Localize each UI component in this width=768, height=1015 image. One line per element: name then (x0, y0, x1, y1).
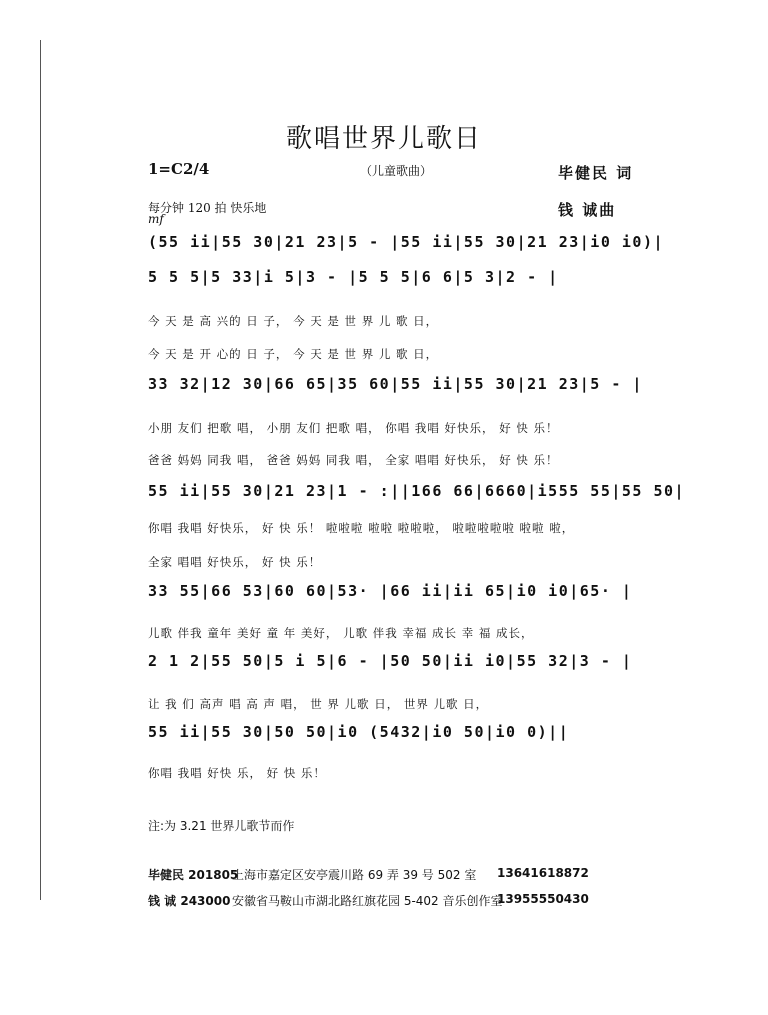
contact-address-2: 安徽省马鞍山市湖北路红旗花园 5-402 音乐创作室 (232, 894, 503, 908)
contact-phone-1: 13641618872 (497, 866, 589, 880)
margin-line (40, 40, 41, 900)
key-signature: 1=C2/4 (148, 160, 210, 178)
score-line-6-lyrics-1: 让 我 们 高声 唱 高 声 唱， 世 界 儿歌 日， 世界 儿歌 日， (148, 697, 489, 711)
score-line-3-lyrics-1: 小朋 友们 把歌 唱， 小朋 友们 把歌 唱， 你唱 我唱 好快乐， 好 快 乐！ (148, 421, 559, 435)
score-line-2-lyrics-1: 今 天 是 高 兴的 日 子， 今 天 是 世 界 儿 歌 日， (148, 314, 439, 328)
score-line-5-notes: 33 55|66 53|60 60|53· |66 ii|ii 65|i0 i0|65· | (148, 582, 633, 600)
score-line-2-lyrics-2: 今 天 是 开 心的 日 子， 今 天 是 世 界 儿 歌 日， (148, 347, 439, 361)
song-title: 歌唱世界儿歌日 (285, 124, 482, 154)
contact-address-1: 上海市嘉定区安亭震川路 69 弄 39 号 502 室 (232, 868, 477, 882)
tempo-marking: 每分钟 120 拍 快乐地 (148, 201, 267, 215)
score-line-7-notes: 55 ii|55 30|50 50|i0 (5432|i0 50|i0 0)|| (148, 723, 570, 741)
song-subtitle: （儿童歌曲） (360, 164, 433, 178)
score-line-4-notes: 55 ii|55 30|21 23|1 - :||166 66|6660|i555 55|55 50| (148, 482, 686, 500)
score-line-7-lyrics-1: 你唱 我唱 好快 乐， 好 快 乐！ (148, 766, 326, 780)
score-line-6-notes: 2 1 2|55 50|5 i 5|6 - |50 50|ii i0|55 32|3 - | (148, 652, 633, 670)
score-line-4-lyrics-2: 全家 唱唱 好快乐， 好 快 乐！ (148, 555, 322, 569)
score-line-2-notes: 5 5 5|5 33|i 5|3 - |5 5 5|6 6|5 3|2 - | (148, 268, 559, 286)
contact-phone-2: 13955550430 (497, 892, 589, 906)
contact-name-1: 毕健民 201805 (148, 868, 239, 882)
score-line-5-lyrics-1: 儿歌 伴我 童年 美好 童 年 美好， 儿歌 伴我 幸福 成长 幸 福 成长， (148, 626, 534, 640)
score-line-4-lyrics-1: 你唱 我唱 好快乐， 好 快 乐！ 啦啦啦 啦啦 啦啦啦， 啦啦啦啦啦 啦啦 啦， (148, 521, 575, 535)
dynamic-marking: mf (148, 212, 164, 226)
contact-name-2: 钱 诚 243000 (148, 894, 231, 908)
dedication-note: 注:为 3.21 世界儿歌节而作 (148, 819, 295, 833)
score-line-1-notes: (55 ii|55 30|21 23|5 - |55 ii|55 30|21 23|i0 i0)| (148, 233, 665, 251)
score-line-3-lyrics-2: 爸爸 妈妈 同我 唱， 爸爸 妈妈 同我 唱， 全家 唱唱 好快乐， 好 快 乐！ (148, 453, 559, 467)
score-line-3-notes: 33 32|12 30|66 65|35 60|55 ii|55 30|21 23|5 - | (148, 375, 643, 393)
composer-credit: 钱 诚曲 (558, 201, 617, 219)
lyricist-credit: 毕健民 词 (558, 164, 634, 182)
